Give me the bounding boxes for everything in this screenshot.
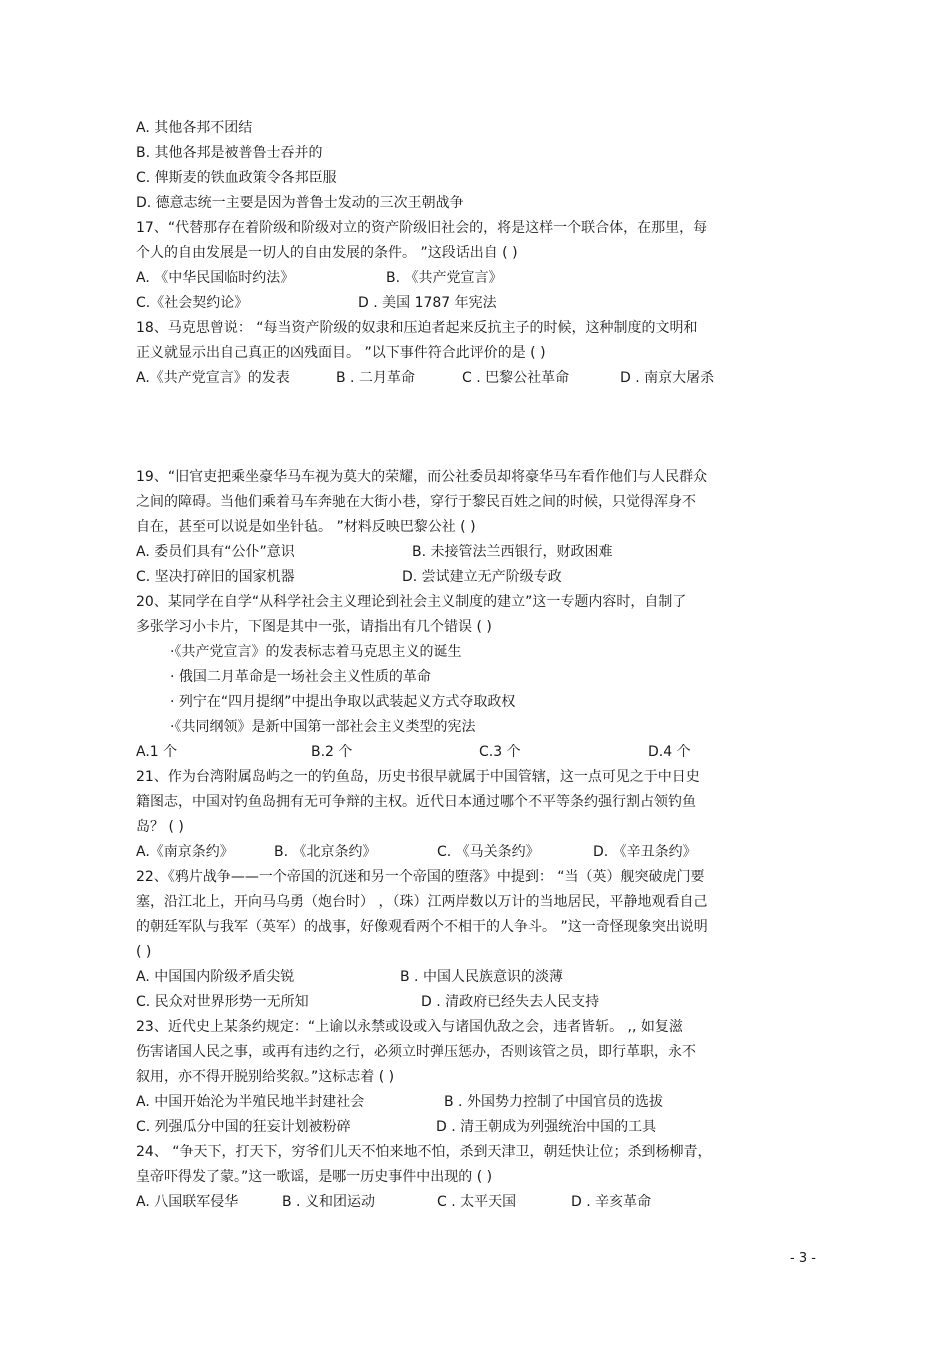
q20-option-c: C.3 个 <box>479 744 521 760</box>
q19-option-d: D. 尝试建立无产阶级专政 <box>402 569 562 585</box>
q19-option-b: B. 未接管法兰西银行，财政困难 <box>412 544 613 560</box>
q24-option-a: A. 八国联军侵华 <box>136 1194 239 1210</box>
q19-stem: 19、“旧官吏把乘坐豪华马车视为莫大的荣耀，而公社委员却将豪华马车看作他们与人民群众 <box>136 469 708 485</box>
q18-stem: 18、马克思曾说： “每当资产阶级的奴隶和压迫者起来反抗主子的时候，这种制度的文明和 <box>136 320 698 336</box>
q22-option-a: A. 中国国内阶级矛盾尖锐 <box>136 969 295 985</box>
q17-stem-cont: 个人的自由发展是一切人的自由发展的条件。 ”这段话出自 ( ) <box>136 245 518 261</box>
q24-stem: 24、 “争天下，打天下，穷爷们儿天不怕来地不怕，杀到天津卫，朝廷快让位；杀到杨柳青， <box>136 1144 712 1160</box>
q16-option-b: B. 其他各邦是被普鲁士吞并的 <box>136 145 323 161</box>
q17-option-c: C.《社会契约论》 <box>136 295 249 311</box>
q16-option-d: D. 德意志统一主要是因为普鲁士发动的三次王朝战争 <box>136 195 464 211</box>
q21-option-a: A.《南京条约》 <box>136 844 234 860</box>
q20-option-b: B.2 个 <box>311 744 353 760</box>
q23-option-d: D . 清王朝成为列强统治中国的工具 <box>436 1119 657 1135</box>
q24-stem-cont: 皇帝吓得发了蒙。”这一歌谣，是哪一历史事件中出现的 ( ) <box>136 1169 493 1185</box>
q22-stem-cont: ( ) <box>136 944 152 960</box>
q19-stem-cont: 自在，甚至可以说是如坐针毡。 ”材料反映巴黎公社 ( ) <box>136 519 476 535</box>
q21-option-d: D. 《辛丑条约》 <box>593 844 697 860</box>
q22-option-d: D . 清政府已经失去人民支持 <box>421 994 600 1010</box>
q17-option-d: D . 美国 1787 年宪法 <box>358 295 497 311</box>
q18-stem-cont: 正义就显示出自己真正的凶残面目。 ”以下事件符合此评价的是 ( ) <box>136 345 546 361</box>
q23-stem: 23、近代史上某条约规定：“上谕以永禁或设或入与诸国仇敌之会，违者皆斩。 ,, 如复滋 <box>136 1019 683 1035</box>
q22-stem-cont: 的朝廷军队与我军（英军）的战事，好像观看两个不相干的人争斗。 ”这一奇怪现象突出说明 <box>136 919 708 935</box>
q20-card-item: ·《共同纲领》是新中国第一部社会主义类型的宪法 <box>170 719 476 735</box>
q23-stem-cont: 伤害诸国人民之事，或再有违约之行，必须立时弹压惩办，否则该管之员，即行革职，永不 <box>136 1044 696 1060</box>
q17-stem: 17、“代替那存在着阶级和阶级对立的资产阶级旧社会的，将是这样一个联合体，在那里，每 <box>136 220 708 236</box>
q19-option-c: C. 坚决打碎旧的国家机器 <box>136 569 295 585</box>
q24-option-d: D . 辛亥革命 <box>571 1194 652 1210</box>
q19-option-a: A. 委员们具有“公仆”意识 <box>136 544 295 560</box>
q18-option-d: D . 南京大屠杀 <box>620 370 715 386</box>
q23-option-a: A. 中国开始沦为半殖民地半封建社会 <box>136 1094 365 1110</box>
q20-option-d: D.4 个 <box>648 744 691 760</box>
q23-stem-cont: 叙用，亦不得开脱别给奖叙。”这标志着 ( ) <box>136 1069 395 1085</box>
q20-card-item: ·《共产党宣言》的发表标志着马克思主义的诞生 <box>170 644 462 660</box>
q16-option-c: C. 俾斯麦的铁血政策令各邦臣服 <box>136 170 337 186</box>
q17-option-a: A. 《中华民国临时约法》 <box>136 270 295 286</box>
q20-card-item: · 俄国二月革命是一场社会主义性质的革命 <box>170 669 431 685</box>
q17-option-b: B. 《共产党宣言》 <box>386 270 503 286</box>
q24-option-b: B . 义和团运动 <box>282 1194 375 1210</box>
q20-card-item: · 列宁在“四月提纲”中提出争取以武装起义方式夺取政权 <box>170 694 516 710</box>
q18-option-c: C . 巴黎公社革命 <box>462 370 570 386</box>
q22-stem: 22、《鸦片战争——一个帝国的沉迷和另一个帝国的堕落》中提到： “当（英）舰突破虎门要 <box>136 869 705 885</box>
q21-stem-cont: 籍图志，中国对钓鱼岛拥有无可争辩的主权。近代日本通过哪个不平等条约强行割占领钓鱼 <box>136 794 696 810</box>
q18-option-b: B . 二月革命 <box>336 370 415 386</box>
page-number: - 3 - <box>790 1251 816 1266</box>
q23-option-c: C. 列强瓜分中国的狂妄计划被粉碎 <box>136 1119 351 1135</box>
q19-stem-cont: 之间的障碍。当他们乘着马车奔驰在大街小巷，穿行于黎民百姓之间的时候，只觉得浑身不 <box>136 494 696 510</box>
q20-stem-cont: 多张学习小卡片，下图是其中一张，请指出有几个错误 ( ) <box>136 619 492 635</box>
q21-stem: 21、作为台湾附属岛屿之一的钓鱼岛，历史书很早就属于中国管辖，这一点可见之于中日史 <box>136 769 700 785</box>
q22-option-c: C. 民众对世界形势一无所知 <box>136 994 309 1010</box>
q20-stem: 20、某同学在自学“从科学社会主义理论到社会主义制度的建立”这一专题内容时，自制了 <box>136 594 687 610</box>
q22-option-b: B . 中国人民族意识的淡薄 <box>400 969 563 985</box>
q24-option-c: C . 太平天国 <box>437 1194 517 1210</box>
q20-option-a: A.1 个 <box>136 744 178 760</box>
q21-option-c: C. 《马关条约》 <box>437 844 540 860</box>
q23-option-b: B . 外国势力控制了中国官员的选拔 <box>444 1094 663 1110</box>
q18-option-a: A.《共产党宣言》的发表 <box>136 370 290 386</box>
q21-option-b: B. 《北京条约》 <box>274 844 377 860</box>
q21-stem-cont: 岛？ ( ) <box>136 819 184 835</box>
q22-stem-cont: 塞，沿江北上，开向马乌勇（炮台时） ，（珠）江两岸数以万计的当地居民，平静地观看自己 <box>136 894 708 910</box>
q16-option-a: A. 其他各邦不团结 <box>136 120 253 136</box>
